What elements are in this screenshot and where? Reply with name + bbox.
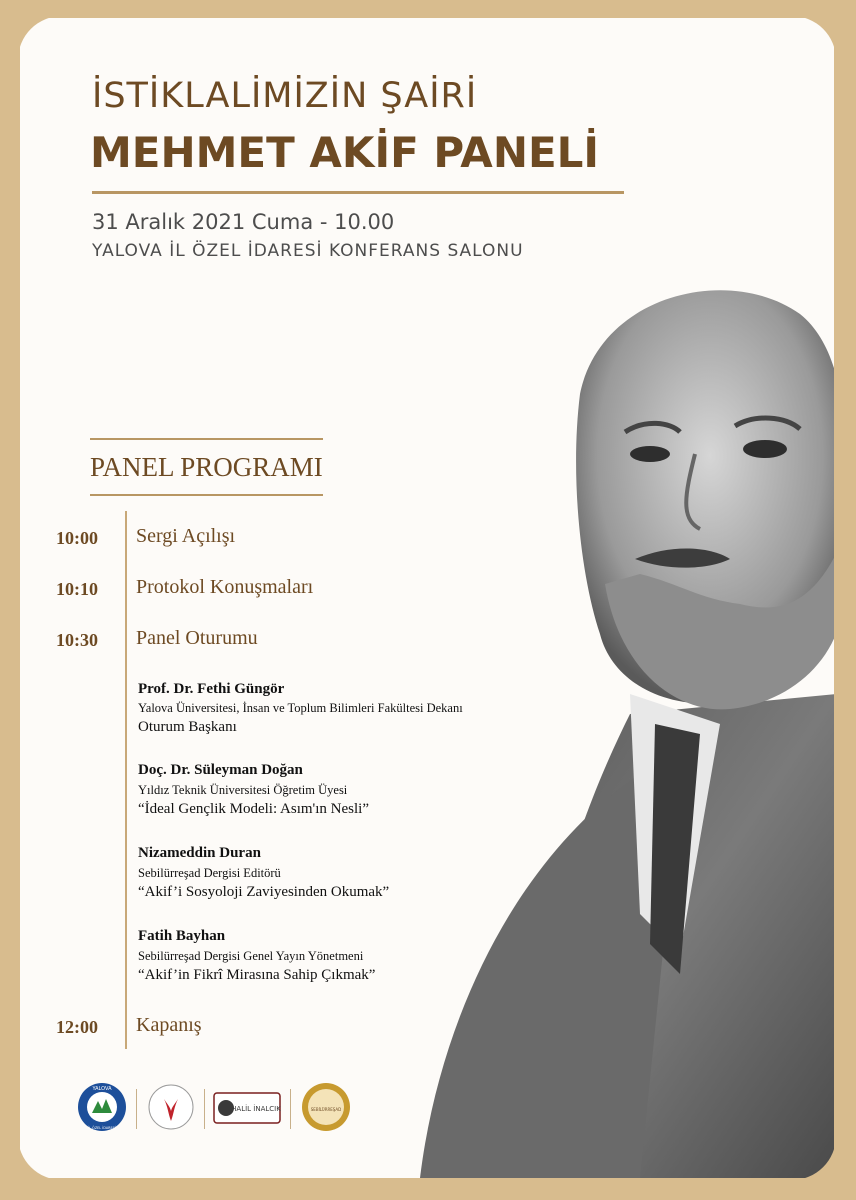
corner-ornament-bottom-right <box>792 1136 834 1178</box>
logo-separator <box>290 1089 291 1129</box>
speaker-4-affiliation: Sebilürreşad Dergisi Genel Yayın Yönetmeni <box>138 949 364 963</box>
event-2: Protokol Konuşmaları <box>136 576 314 598</box>
speaker-1-talk: Oturum Başkanı <box>138 719 237 735</box>
title-line-2: MEHMET AKİF PANELİ <box>90 128 600 177</box>
time-3: 10:30 <box>56 630 98 650</box>
corner-ornament-top-right <box>792 18 834 60</box>
title-line-1: İSTİKLALİMİZİN ŞAİRİ <box>92 76 478 116</box>
timeline-line <box>125 511 127 1049</box>
speaker-2-name: Doç. Dr. Süleyman Doğan <box>138 762 303 778</box>
portrait-photo <box>380 254 834 1178</box>
speaker-3-affiliation: Sebilürreşad Dergisi Editörü <box>138 866 281 880</box>
program-title: PANEL PROGRAMI <box>90 452 323 482</box>
program-rule-top <box>90 438 323 440</box>
speaker-2-affiliation: Yıldız Teknik Üniversitesi Öğretim Üyesi <box>138 783 348 797</box>
program-rule-bottom <box>90 494 323 496</box>
logo-separator <box>136 1089 137 1129</box>
sebilurresad-logo-icon <box>300 1081 352 1133</box>
speaker-4-talk: “Akif’in Fikrî Mirasına Sahip Çıkmak” <box>138 967 376 983</box>
time-1: 10:00 <box>56 528 98 548</box>
speaker-3-talk: “Akif’i Sosyoloji Zaviyesinden Okumak” <box>138 884 390 900</box>
yalova-universitesi-logo-icon <box>146 1081 196 1133</box>
event-1: Sergi Açılışı <box>136 525 236 547</box>
event-venue: YALOVA İL ÖZEL İDARESİ KONFERANS SALONU <box>92 241 524 261</box>
halil-inalcik-center-logo-icon <box>212 1081 282 1133</box>
title-divider <box>92 191 624 194</box>
speaker-1-name: Prof. Dr. Fethi Güngör <box>138 681 285 697</box>
poster <box>20 18 834 1178</box>
svg-text:HALİL İNALCIK: HALİL İNALCIK <box>231 1105 281 1113</box>
event-4: Kapanış <box>136 1014 202 1036</box>
speaker-1-affiliation: Yalova Üniversitesi, İnsan ve Toplum Bilimleri Fakültesi Dekanı <box>138 701 463 715</box>
svg-text:YALOVA: YALOVA <box>92 1086 112 1092</box>
speaker-4-name: Fatih Bayhan <box>138 928 226 944</box>
yalova-il-ozel-idaresi-logo-icon <box>76 1081 128 1133</box>
time-4: 12:00 <box>56 1017 98 1037</box>
logo-separator <box>204 1089 205 1129</box>
time-2: 10:10 <box>56 579 98 599</box>
corner-ornament-bottom-left <box>20 1136 62 1178</box>
speaker-3-name: Nizameddin Duran <box>138 845 261 861</box>
speaker-2-talk: “İdeal Gençlik Modeli: Asım'ın Nesli” <box>138 801 369 817</box>
svg-text:SEBİLÜRREŞAD: SEBİLÜRREŞAD <box>310 1107 342 1112</box>
event-3: Panel Oturumu <box>136 627 258 649</box>
event-date: 31 Aralık 2021 Cuma - 10.00 <box>92 210 395 234</box>
svg-text:İL ÖZEL İDARESİ: İL ÖZEL İDARESİ <box>88 1126 116 1130</box>
corner-ornament-top-left <box>20 18 62 60</box>
